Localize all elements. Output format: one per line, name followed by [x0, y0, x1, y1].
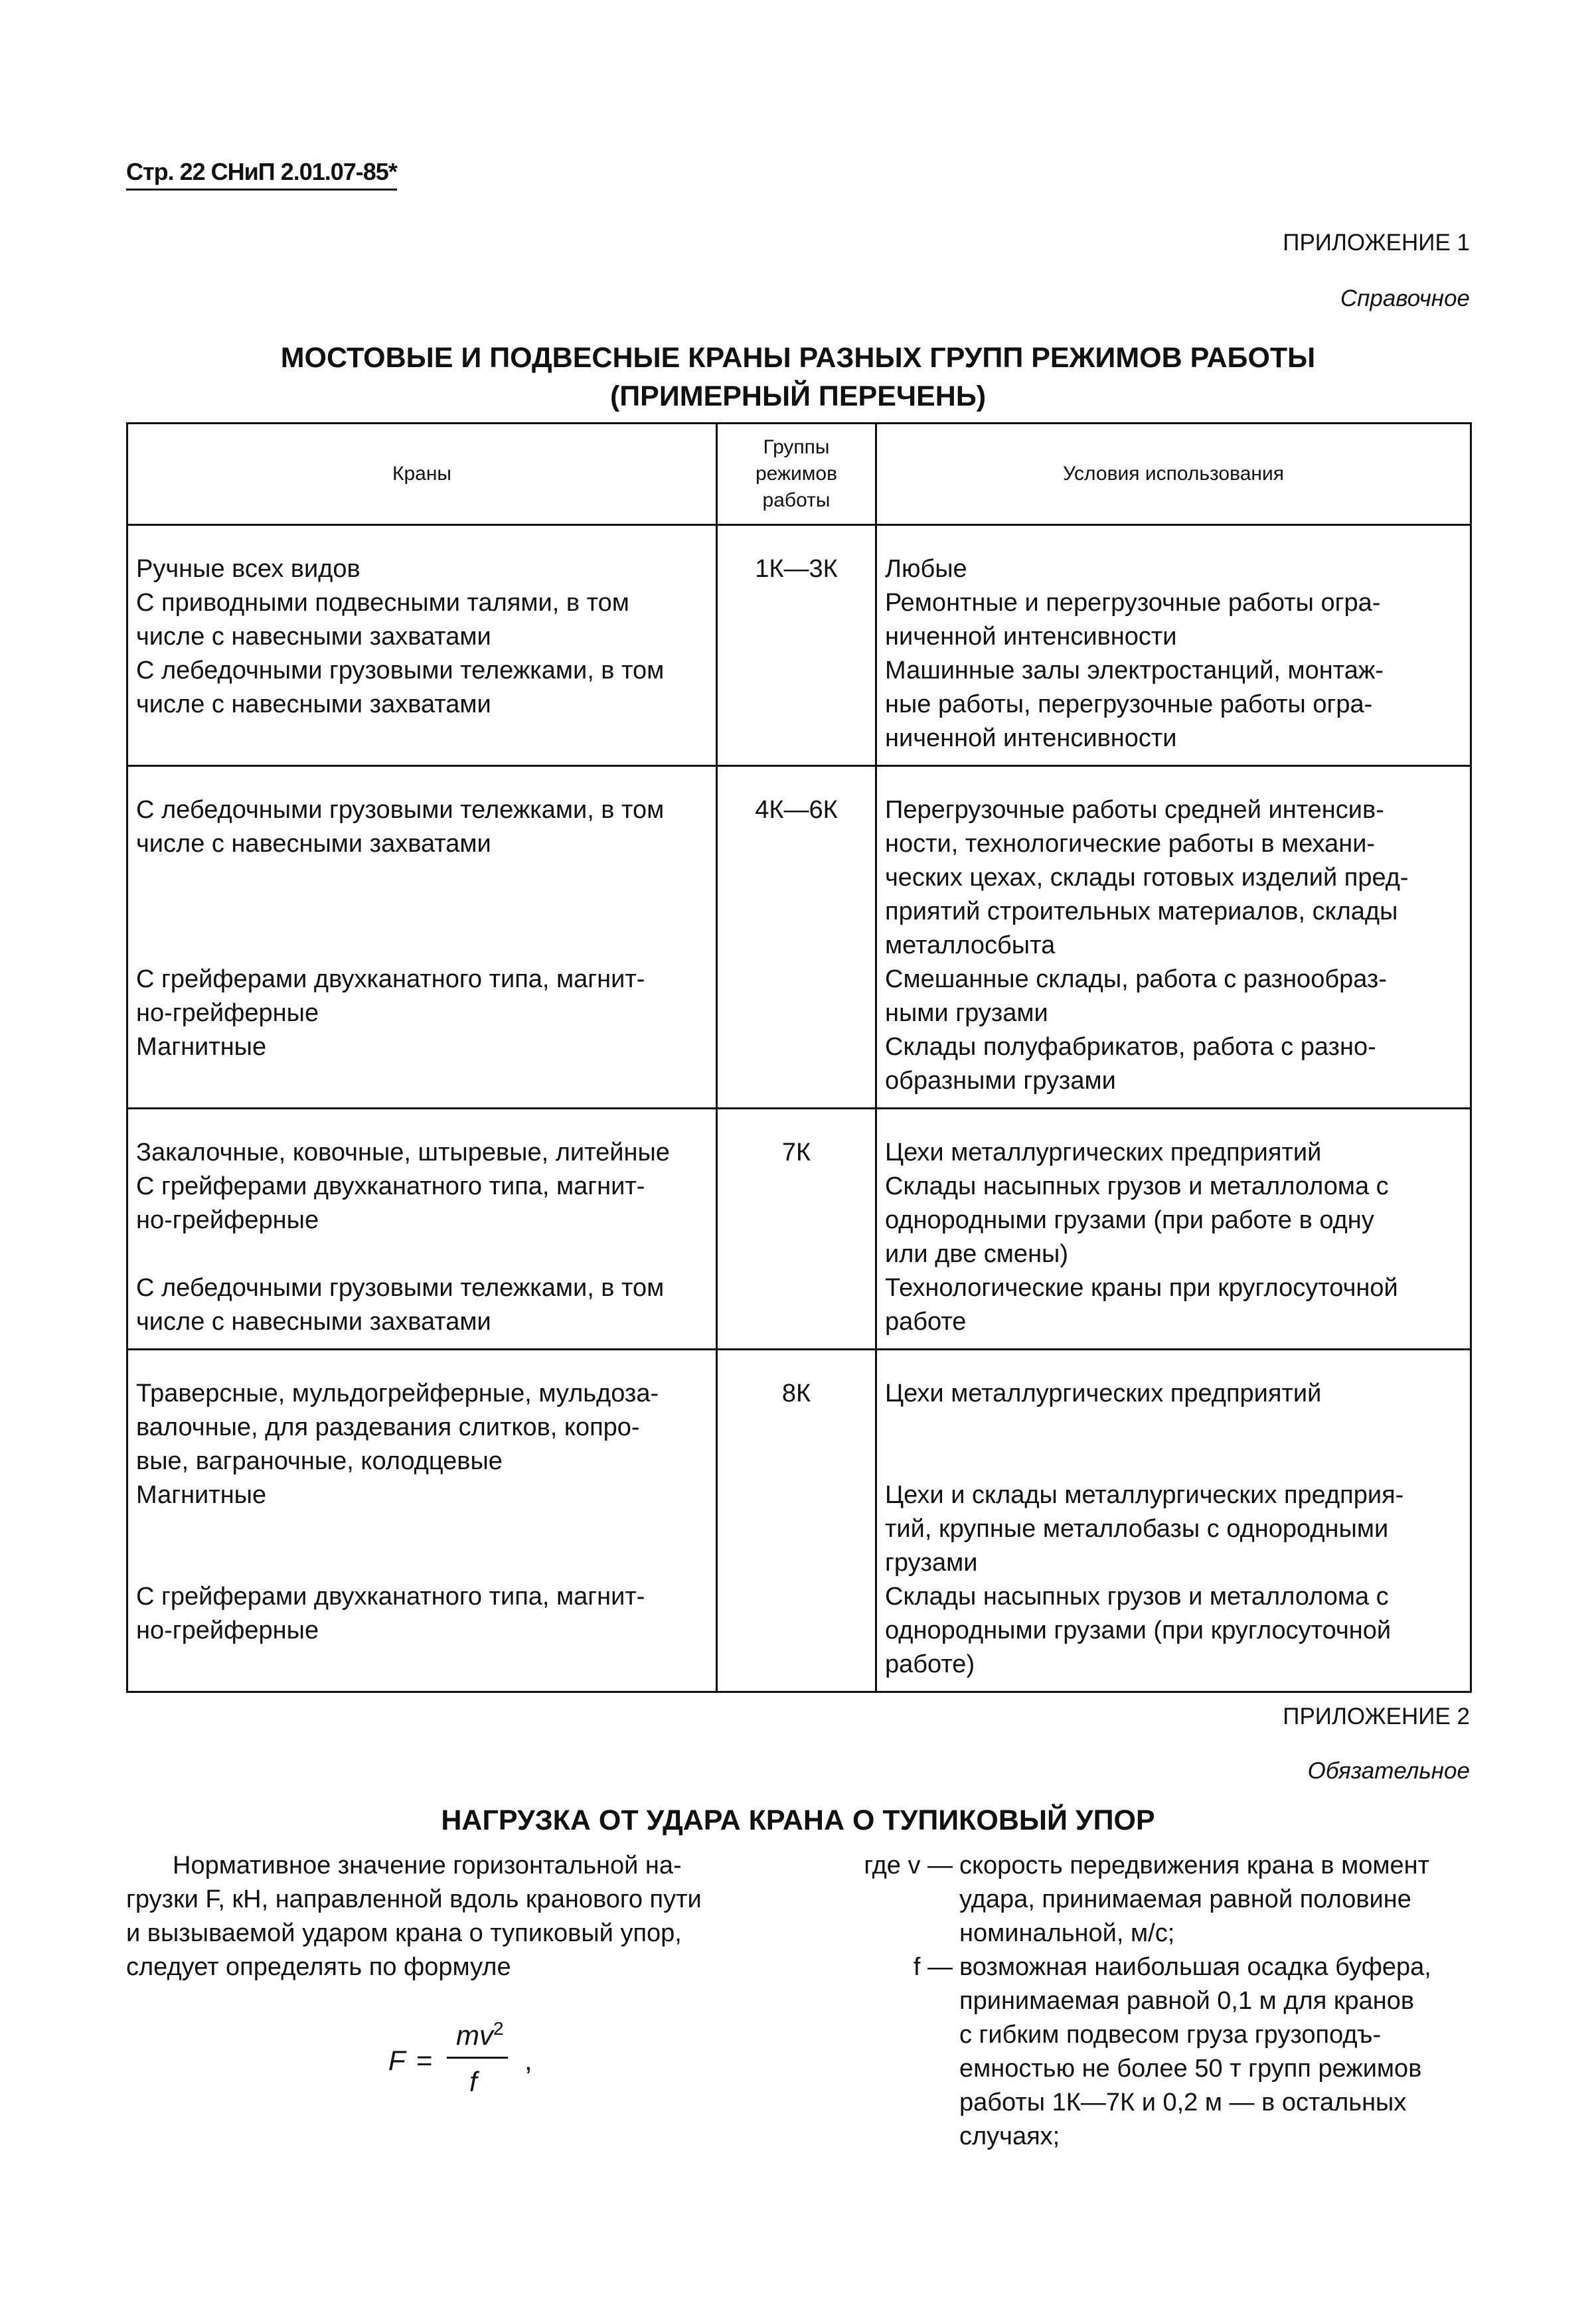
spacer	[885, 1445, 1462, 1478]
conditions-cell	[876, 766, 1471, 1109]
cranes-line: С лебедочными грузовыми тележками, в том	[136, 1274, 665, 1302]
conditions-line: однородными грузами (при круглосуточной	[885, 1617, 1392, 1644]
appendix-1-label: ПРИЛОЖЕНИЕ 1	[1283, 230, 1470, 256]
table-row	[127, 1109, 1471, 1350]
definition-line: удара, принимаемая равной половине	[959, 1885, 1411, 1913]
cranes-cell	[127, 525, 717, 766]
definition-line: скорость передвижения крана в момент	[959, 1852, 1430, 1879]
spacer	[136, 861, 708, 895]
conditions-line: Машинные залы электростанций, монтаж-	[885, 657, 1384, 684]
conditions-line: Склады насыпных грузов и металлолома с	[885, 1583, 1389, 1611]
appendix-2-status: Обязательное	[1307, 1758, 1470, 1784]
cranes-line: но-грейферные	[136, 999, 319, 1027]
intro-line: следует определять по формуле	[126, 1953, 511, 1981]
conditions-line: Смешанные склады, работа с разнообраз-	[885, 965, 1388, 993]
formula-exponent: 2	[493, 2018, 504, 2039]
definition-line: случаях;	[959, 2122, 1060, 2150]
definition-line: с гибким подвесом груза грузоподъ-	[959, 2021, 1382, 2049]
conditions-line: работе)	[885, 1650, 975, 1678]
definition-v	[833, 1849, 1471, 1950]
appendix-1-title-line1: МОСТОВЫЕ И ПОДВЕСНЫЕ КРАНЫ РАЗНЫХ ГРУПП РЕЖИМОВ РАБОТЫ	[280, 342, 1316, 374]
definitions-list	[833, 1849, 1471, 2154]
definition-line: работы 1К—7К и 0,2 м — в остальных	[959, 2089, 1407, 2116]
definition-line: принимаемая равной 0,1 м для кранов	[959, 1987, 1415, 2015]
spacer	[885, 1411, 1462, 1445]
cranes-line: но-грейферные	[136, 1206, 319, 1234]
cranes-line: числе с навесными захватами	[136, 623, 491, 651]
fraction-bar	[447, 2057, 508, 2059]
cranes-cell	[127, 1350, 717, 1692]
formula-comma: ,	[524, 2045, 532, 2076]
appendix-1-title	[126, 339, 1470, 416]
conditions-line: Перегрузочные работы средней интенсив-	[885, 796, 1384, 824]
cranes-line: Магнитные	[136, 1481, 267, 1509]
cranes-line: Магнитные	[136, 1033, 267, 1061]
intro-line: грузки F, кН, направленной вдоль кранового пути	[126, 1885, 702, 1913]
formula-numerator	[456, 2018, 504, 2051]
intro-line: Нормативное значение горизонтальной на-	[173, 1852, 682, 1879]
header-cranes: Краны	[127, 424, 717, 525]
cranes-cell	[127, 1109, 717, 1350]
cranes-line: валочные, для раздевания слитков, копро-	[136, 1413, 640, 1441]
spacer	[136, 1512, 708, 1580]
formula-num-text: mv	[456, 2020, 493, 2051]
cranes-line: С приводными подвесными талями, в том	[136, 589, 629, 617]
conditions-line: образными грузами	[885, 1067, 1116, 1095]
conditions-line: ными грузами	[885, 999, 1048, 1027]
spacer	[136, 1237, 708, 1271]
conditions-cell	[876, 525, 1471, 766]
page-header-ref: Стр. 22 СНиП 2.01.07-85*	[126, 158, 397, 191]
conditions-line: работе	[885, 1308, 967, 1336]
definition-line: емностью не более 50 т групп режимов	[959, 2055, 1422, 2083]
cranes-cell	[127, 766, 717, 1109]
cranes-line: С грейферами двухканатного типа, магнит-	[136, 1583, 645, 1611]
conditions-line: Склады насыпных грузов и металлолома с	[885, 1172, 1389, 1200]
spacer	[136, 929, 708, 963]
cranes-line: числе с навесными захватами	[136, 690, 491, 718]
cranes-line: числе с навесными захватами	[136, 1308, 491, 1336]
cranes-line: но-грейферные	[136, 1617, 319, 1644]
definition-lead: где v —	[864, 1852, 953, 1879]
conditions-line: ниченной интенсивности	[885, 724, 1177, 752]
intro-line: и вызываемой ударом крана о тупиковый упор,	[126, 1919, 682, 1947]
conditions-line: приятий строительных материалов, склады	[885, 898, 1398, 925]
table-header-row	[127, 424, 1471, 525]
group-cell: 4К—6К	[717, 766, 876, 1109]
definition-line: номинальной, м/с;	[959, 1919, 1175, 1947]
appendix-1-status: Справочное	[1340, 285, 1470, 311]
conditions-line: Цехи и склады металлургических предприя-	[885, 1481, 1404, 1509]
cranes-line: числе с навесными захватами	[136, 830, 491, 858]
crane-groups-table	[126, 422, 1472, 1693]
header-groups-line3: работы	[762, 489, 831, 511]
appendix-2-label: ПРИЛОЖЕНИЕ 2	[1283, 1704, 1470, 1729]
conditions-line: тий, крупные металлобазы с однородными	[885, 1515, 1389, 1543]
table-row	[127, 525, 1471, 766]
conditions-cell	[876, 1109, 1471, 1350]
appendix-1-title-line2: (ПРИМЕРНЫЙ ПЕРЕЧЕНЬ)	[609, 380, 987, 412]
cranes-line: Траверсные, мульдогрейферные, мульдоза-	[136, 1380, 659, 1407]
conditions-line: Технологические краны при круглосуточной	[885, 1274, 1398, 1302]
conditions-cell	[876, 1350, 1471, 1692]
definition-f	[833, 1950, 1471, 2154]
intro-paragraph	[126, 1849, 763, 1984]
cranes-line: С лебедочными грузовыми тележками, в том	[136, 796, 665, 824]
conditions-line: Цехи металлургических предприятий	[885, 1380, 1322, 1407]
conditions-line: ные работы, перегрузочные работы огра-	[885, 690, 1373, 718]
formula-lhs: F	[388, 2045, 406, 2076]
conditions-line: однородными грузами (при работе в одну	[885, 1206, 1374, 1234]
cranes-line: вые, ваграночные, колодцевые	[136, 1447, 503, 1475]
cranes-line: С лебедочными грузовыми тележками, в том	[136, 657, 665, 684]
cranes-line: Ручные всех видов	[136, 555, 360, 583]
header-groups	[717, 424, 876, 525]
header-groups-line2: режимов	[755, 463, 838, 485]
definition-text	[959, 1950, 1471, 2154]
spacer	[136, 895, 708, 929]
conditions-line: ниченной интенсивности	[885, 623, 1177, 651]
header-groups-line1: Группы	[763, 436, 830, 458]
conditions-line: Склады полуфабрикатов, работа с разно-	[885, 1033, 1376, 1061]
definition-text	[959, 1849, 1471, 1950]
conditions-line: или две смены)	[885, 1240, 1069, 1268]
definition-line: возможная наибольшая осадка буфера,	[959, 1953, 1431, 1981]
impact-load-formula	[368, 2012, 568, 2098]
group-cell: 1К—3К	[717, 525, 876, 766]
formula-equals: =	[416, 2045, 433, 2076]
appendix-2-title: НАГРУЗКА ОТ УДАРА КРАНА О ТУПИКОВЫЙ УПОР	[441, 1804, 1155, 1836]
cranes-line: С грейферами двухканатного типа, магнит-	[136, 1172, 645, 1200]
conditions-line: Цехи металлургических предприятий	[885, 1139, 1322, 1166]
conditions-line: металлосбыта	[885, 931, 1056, 959]
cranes-line: С грейферами двухканатного типа, магнит-	[136, 965, 645, 993]
conditions-line: грузами	[885, 1549, 978, 1577]
conditions-line: ности, технологические работы в механи-	[885, 830, 1376, 858]
conditions-line: ческих цехах, склады готовых изделий пред-	[885, 864, 1409, 892]
cranes-line: Закалочные, ковочные, штыревые, литейные	[136, 1139, 670, 1166]
table-row	[127, 1350, 1471, 1692]
group-cell: 7К	[717, 1109, 876, 1350]
definition-lead: f —	[913, 1953, 953, 1981]
table-row	[127, 766, 1471, 1109]
formula-denominator: f	[469, 2066, 477, 2097]
conditions-line: Ремонтные и перегрузочные работы огра-	[885, 589, 1381, 617]
header-conditions: Условия использования	[876, 424, 1471, 525]
group-cell: 8К	[717, 1350, 876, 1692]
conditions-line: Любые	[885, 555, 967, 583]
